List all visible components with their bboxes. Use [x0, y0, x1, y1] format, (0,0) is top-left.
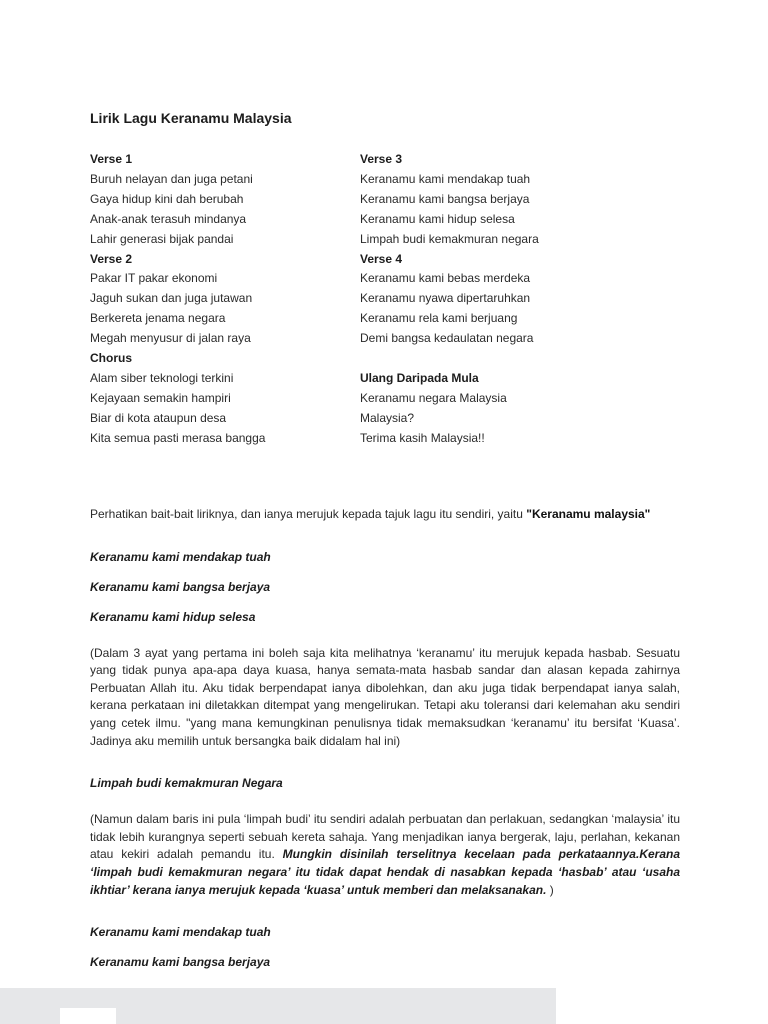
lyric-line: Gaya hidup kini dah berubah	[90, 191, 244, 206]
lyric-line: Berkereta jenama negara	[90, 311, 226, 326]
lyric-line: Pakar IT pakar ekonomi	[90, 271, 218, 286]
quoted-lyric-line: Keranamu kami hidup selesa	[90, 609, 256, 624]
quoted-lyric-line: Keranamu kami mendakap tuah	[90, 549, 271, 564]
ulang-heading: Ulang Daripada Mula	[360, 370, 479, 385]
lyric-line: Terima kasih Malaysia!!	[360, 430, 485, 445]
lyric-line: Malaysia?	[360, 410, 415, 425]
paragraph-2-normal: (Namun dalam baris ini pula ‘limpah budi’ itu sendiri adalah perbuatan dan perlakuan, sedangkan ‘malaysia’ itu tidak lebih kurangnya seperti sebuah kereta sahaja. Yang menjadikan ianya bergerak, laju, perlahan, kekanan atau kekiri adalah pemandu itu.	[90, 812, 680, 862]
lyric-line: Megah menyusur di jalan raya	[90, 331, 251, 346]
next-page-fragment-right	[556, 988, 768, 1024]
intro-text: Perhatikan bait-bait liriknya, dan ianya merujuk kepada tajuk lagu itu sendiri, yaitu	[90, 506, 527, 521]
lyric-spacer	[360, 349, 680, 369]
chorus-heading: Chorus	[90, 351, 132, 366]
lyric-line: Keranamu kami hidup selesa	[360, 211, 515, 226]
quoted-lyric-line: Keranamu kami mendakap tuah	[90, 925, 271, 940]
lyric-line: Buruh nelayan dan juga petani	[90, 171, 253, 186]
quoted-lyric-line: Keranamu kami bangsa berjaya	[90, 955, 271, 970]
lyric-line: Limpah budi kemakmuran negara	[360, 231, 539, 246]
lyric-line: Anak-anak terasuh mindanya	[90, 211, 247, 226]
lyric-line: Kita semua pasti merasa bangga	[90, 430, 266, 445]
viewer-canvas-strip	[0, 988, 768, 1024]
lyrics-column-right	[360, 150, 680, 449]
lyric-line: Demi bangsa kedaulatan negara	[360, 331, 534, 346]
page-title: Lirik Lagu Keranamu Malaysia	[90, 110, 292, 126]
lyric-line: Lahir generasi bijak pandai	[90, 231, 234, 246]
lyric-line: Biar di kota ataupun desa	[90, 410, 227, 425]
paragraph-2-close: )	[546, 882, 554, 897]
quoted-lyric-line: Keranamu kami bangsa berjaya	[90, 579, 271, 594]
intro-song-title: "Keranamu malaysia"	[526, 506, 651, 521]
verse-2-heading: Verse 2	[90, 251, 133, 266]
lyric-line: Keranamu nyawa dipertaruhkan	[360, 291, 531, 306]
commentary-paragraph-1: (Dalam 3 ayat yang pertama ini boleh saja kita melihatnya ‘keranamu’ itu merujuk kepada hasbab. Sesuatu yang tidak punya apa-apa daya kuasa, hanya semata-mata hasbab sandar dan alasan kepada zahirnya Perbuatan Allah itu. Aku tidak berpendapat ianya dibolehkan, dan aku juga tidak berpendapat ianya salah, kerana perkataan ini diletakkan ditempat yang mengelirukan. Tetapi aku toleransi dari kelemahan aku sendiri yang cetek ilmu. "yang mana kemungkinan penulisnya tidak memaksudkan ‘keranamu’ itu bersifat ‘Kuasa’. Jadinya aku memilih untuk bersangka baik didalam hal ini)	[90, 645, 680, 748]
lyric-line: Keranamu kami bangsa berjaya	[360, 191, 530, 206]
lyric-line: Kejayaan semakin hampiri	[90, 390, 231, 405]
lyrics-section	[90, 150, 680, 449]
lyric-line: Keranamu kami mendakap tuah	[360, 171, 531, 186]
lyric-line: Keranamu rela kami berjuang	[360, 311, 518, 326]
lyric-line: Alam siber teknologi terkini	[90, 370, 234, 385]
verse-1-heading: Verse 1	[90, 152, 133, 166]
commentary-intro	[90, 507, 680, 522]
paragraph-2-emphasis: Mungkin disinilah terselitnya kecelaan pada perkataannya.Kerana ‘limpah budi kemakmuran negara’ itu tidak dapat hendak di nasabkan kepada ‘hasbab’ atau ‘usaha ikhtiar’ kerana ianya merujuk kepada ‘kuasa’ untuk memberi dan melaksanakan.	[90, 847, 681, 897]
verse-3-heading: Verse 3	[360, 152, 403, 166]
next-page-fragment-left	[60, 1008, 116, 1024]
lyric-line: Keranamu kami bebas merdeka	[360, 271, 531, 286]
lyric-line: Jaguh sukan dan juga jutawan	[90, 291, 253, 306]
lyrics-column-left	[90, 150, 360, 449]
lyric-line: Keranamu negara Malaysia	[360, 390, 507, 405]
quoted-lyric-line: Limpah budi kemakmuran Negara	[90, 776, 283, 791]
commentary-paragraph-2	[90, 811, 680, 899]
verse-4-heading: Verse 4	[360, 251, 403, 266]
